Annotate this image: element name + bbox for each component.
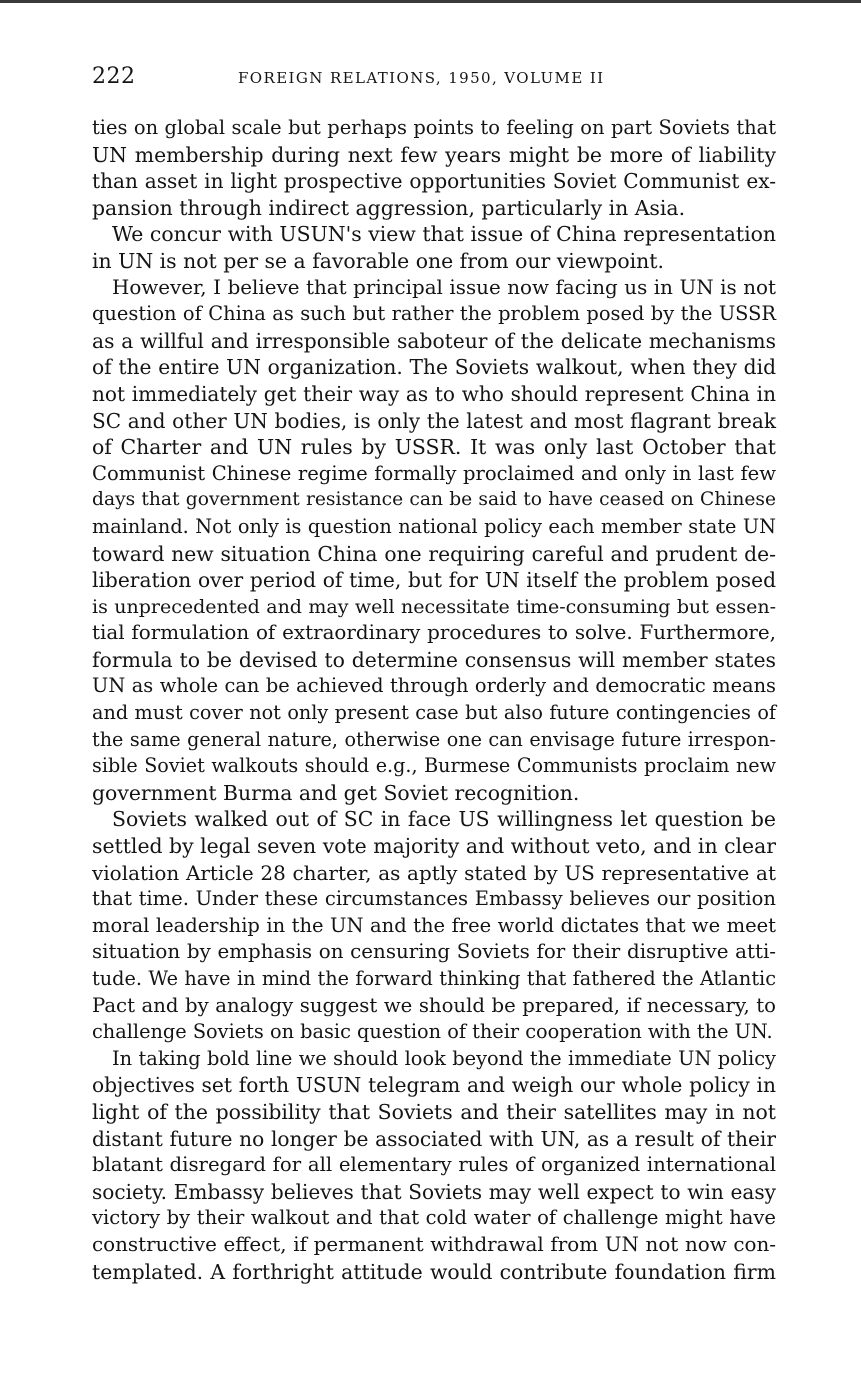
text-line: distant future no longer be associated with UN, as a result of their [92,1126,776,1151]
running-header [92,64,782,94]
text-line: of Charter and UN rules by USSR. It was only last October that [92,435,776,460]
text-line: formula to be devised to determine consensus will member states [92,647,776,672]
text-line: toward new situation China one requiring careful and prudent de- [92,541,776,566]
text-line: in UN is not per se a favorable one from our viewpoint. [92,248,664,273]
text-line: liberation over period of time, but for UN itself the problem posed [92,568,776,593]
paragraph-first-line: In taking bold line we should look beyond the immediate UN policy [112,1046,776,1070]
text-line: mainland. Not only is question national policy each member state UN [92,514,776,538]
text-line: blatant disregard for all elementary rules of organized international [92,1153,776,1177]
text-line: ties on global scale but perhaps points to feeling on part Soviets that [92,116,776,139]
text-line: Communist Chinese regime formally proclaimed and only in last few [92,461,776,485]
paragraph-first-line: Soviets walked out of SC in face US willingness let question be [112,807,776,832]
text-line: Pact and by analogy suggest we should be prepared, if necessary, to [92,993,776,1017]
text-line: not immediately get their way as to who should represent China in [92,381,776,406]
text-line: templated. A forthright attitude would contribute foundation firm [92,1259,776,1284]
text-line: victory by their walkout and that cold water of challenge might have [92,1206,776,1230]
text-line: tial formulation of extraordinary procedures to solve. Furthermore, [92,621,776,645]
paragraph-first-line: However, I believe that principal issue now facing us in UN is not [112,275,776,299]
text-line: is unprecedented and may well necessitate time-consuming but essen- [92,595,776,618]
text-line: the same general nature, otherwise one can envisage future irrespon- [92,727,776,751]
text-line: tude. We have in mind the forward thinking that fathered the Atlantic [92,967,776,990]
top-border-rule [0,0,861,3]
text-line: UN as whole can be achieved through orderly and democratic means [92,674,776,698]
text-line: that time. Under these circumstances Embassy believes our position [92,887,776,911]
text-line: SC and other UN bodies, is only the latest and most flagrant break [92,408,776,433]
text-line: situation by emphasis on censuring Soviets for their disruptive atti- [92,940,776,964]
paragraph-first-line: We concur with USUN's view that issue of China representation [112,222,776,247]
text-line: challenge Soviets on basic question of their cooperation with the UN. [92,1020,773,1044]
text-line: UN membership during next few years might be more of liability [92,142,776,167]
text-line: of the entire UN organization. The Soviets walkout, when they did [92,355,776,380]
text-line: objectives set forth USUN telegram and weigh our whole policy in [92,1073,776,1098]
text-line: society. Embassy believes that Soviets may well expect to win easy [92,1179,776,1204]
text-line: question of China as such but rather the problem posed by the USSR [92,302,776,326]
text-line: pansion through indirect aggression, particularly in Asia. [92,195,686,220]
text-line: constructive effect, if permanent withdrawal from UN not now con- [92,1232,776,1256]
running-header-title: FOREIGN RELATIONS, 1950, VOLUME II [238,69,605,87]
text-line: light of the possibility that Soviets and their satellites may in not [92,1099,776,1124]
text-line: than asset in light prospective opportunities Soviet Communist ex- [92,169,776,194]
text-line: settled by legal seven vote majority and without veto, and in clear [92,834,776,859]
body-text [92,115,776,1285]
text-line: days that government resistance can be said to have ceased on Chinese [92,489,776,511]
text-line: government Burma and get Soviet recognition. [92,780,580,805]
text-line: and must cover not only present case but also future contingencies of [92,701,776,725]
text-line: sible Soviet walkouts should e.g., Burmese Communists proclaim new [92,754,776,778]
text-line: violation Article 28 charter, as aptly stated by US representative at [92,860,776,885]
text-line: as a willful and irresponsible saboteur of the delicate mechanisms [92,328,776,353]
text-line: moral leadership in the UN and the free world dictates that we meet [92,913,776,937]
page-number: 222 [92,64,136,89]
